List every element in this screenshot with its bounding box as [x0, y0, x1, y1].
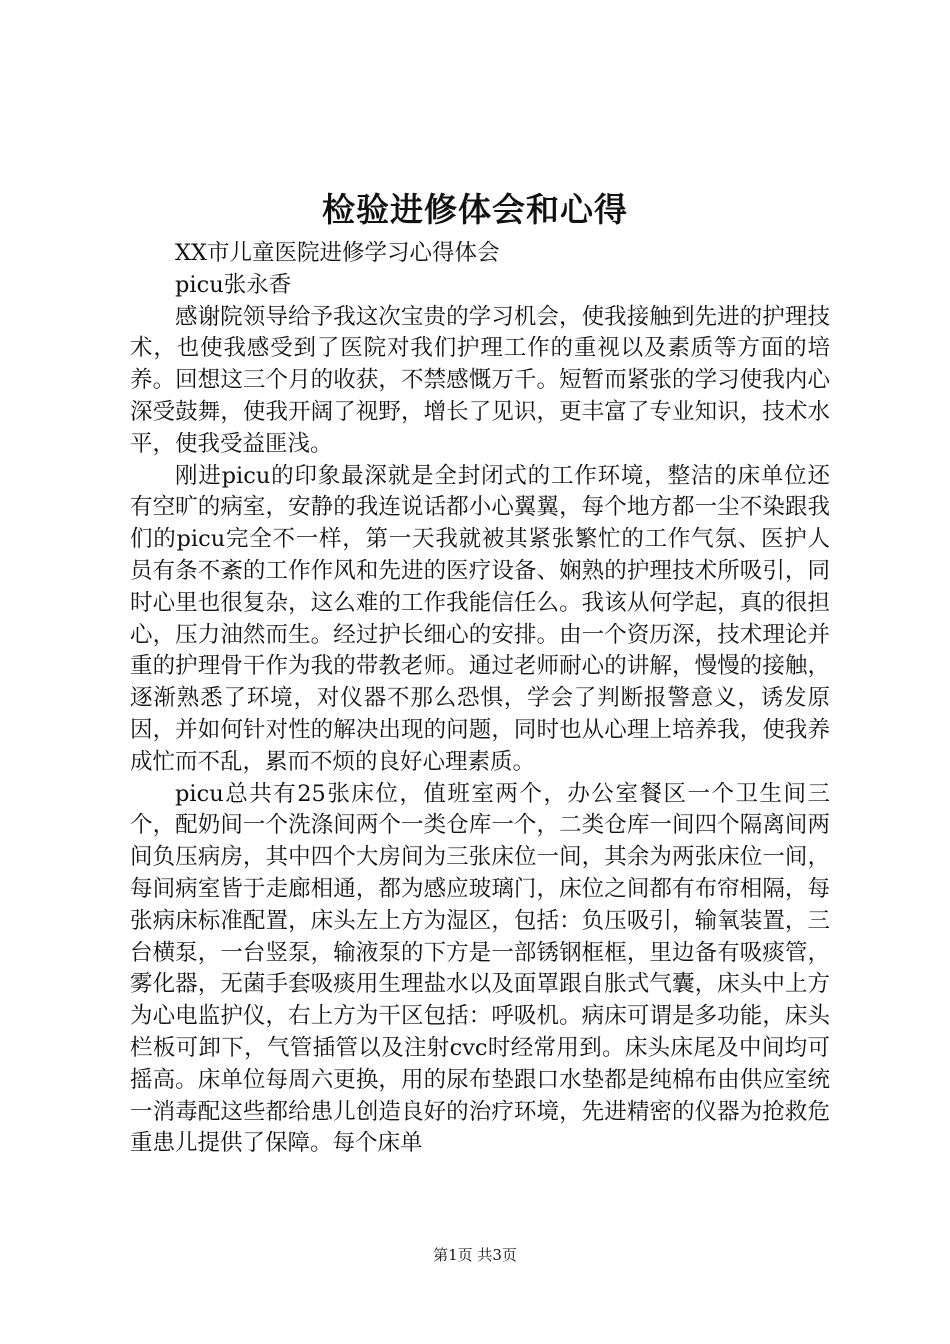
paragraph-1: 感谢院领导给予我这次宝贵的学习机会，使我接触到先进的护理技术，也使我感受到了医院对我们护理工作的重视以及素质等方面的培养。回想这三个月的收获，不禁感慨万千。短暂而紧张的学习使我内心深受鼓舞，使我开阔了视野，增长了见识，更丰富了专业知识，技术水平，使我受益匪浅。	[130, 303, 830, 457]
document-title: 检验进修体会和心得	[322, 190, 628, 229]
document-author: picu张永香	[175, 271, 292, 298]
paragraph-3: picu总共有25张床位，值班室两个，办公室餐区一个卫生间三个，配奶间一个洗涤间两个一类仓库一个，二类仓库一间四个隔离间两间负压病房，其中四个大房间为三张床位一间，其余为两张床位一间，每间病室皆于走廊相通，都为感应玻璃门，床位之间都有布帘相隔，每张病床标准配置，床头左上方为湿区，包括：负压吸引，输氧装置，三台横泵，一台竖泵，输液泵的下方是一部锈钢框框，里边备有吸痰管，雾化器，无菌手套吸痰用生理盐水以及面罩跟自胀式气囊，床头中上方为心电监护仪，右上方为干区包括：呼吸机。病床可谓是多功能，床头栏板可卸下，气管插管以及注射cvc时经常用到。床头床尾及中间均可摇高。床单位每周六更换，用的尿布垫跟口水垫都是纯棉布由供应室统一消毒配这些都给患儿创造良好的治疗环境，先进精密的仪器为抢救危重患儿提供了保障。每个床单	[130, 780, 830, 1157]
paragraph-2: 刚进picu的印象最深就是全封闭式的工作环境，整洁的床单位还有空旷的病室，安静的我连说话都小心翼翼，每个地方都一尘不染跟我们的picu完全不一样，第一天我就被其紧张繁忙的工作气氛、医护人员有条不紊的工作作风和先进的医疗设备、娴熟的护理技术所吸引，同时心里也很复杂，这么难的工作我能信任么。我该从何学起，真的很担心，压力油然而生。经过护长细心的安排。由一个资历深，技术理论并重的护理骨干作为我的带教老师。通过老师耐心的讲解，慢慢的接触，逐渐熟悉了环境，对仪器不那么恐惧，学会了判断报警意义，诱发原因，并如何针对性的解决出现的问题，同时也从心理上培养我，使我养成忙而不乱，累而不烦的良好心理素质。	[130, 462, 830, 775]
page-number-footer: 第1页 共3页	[433, 1246, 517, 1264]
document-body	[130, 238, 830, 1160]
document-subtitle: XX市儿童医院进修学习心得体会	[175, 240, 500, 266]
